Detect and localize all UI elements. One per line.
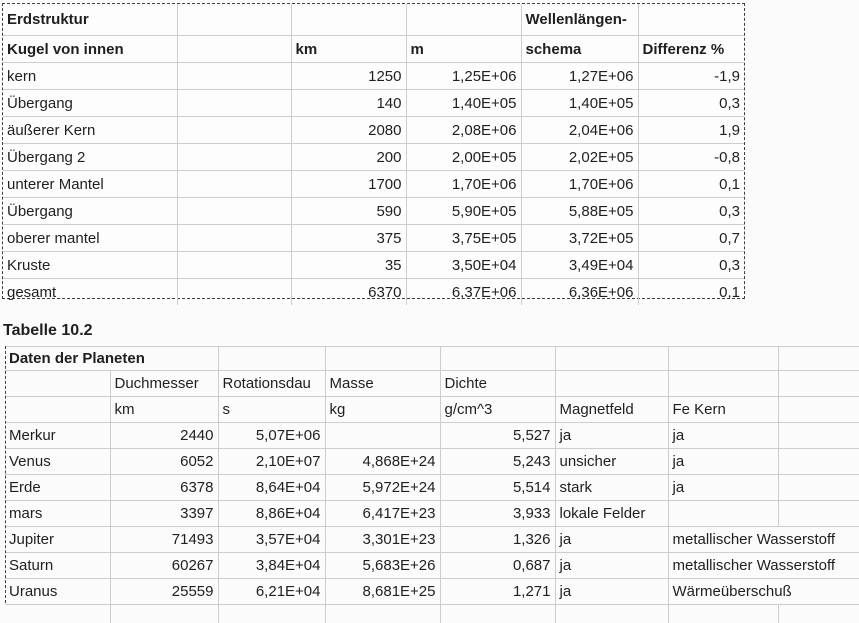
cell[interactable]: [668, 605, 778, 623]
planeten-left-dashed-border: [5, 346, 6, 603]
cell[interactable]: 3,50E+04: [406, 252, 521, 279]
cell[interactable]: ja: [555, 527, 668, 553]
cell[interactable]: 3,75E+05: [406, 225, 521, 252]
cell[interactable]: 5,90E+05: [406, 198, 521, 225]
table-row: [5, 423, 859, 449]
cell[interactable]: [177, 144, 291, 171]
table-row: [5, 579, 859, 605]
tabelle-10-2-caption: Tabelle 10.2: [3, 322, 93, 340]
cell[interactable]: 4,868E+24: [325, 449, 440, 475]
cell[interactable]: [778, 449, 859, 475]
cell[interactable]: 5,683E+26: [325, 553, 440, 579]
cell[interactable]: Venus: [5, 449, 110, 475]
cell[interactable]: 1,70E+06: [406, 171, 521, 198]
table-row: [3, 63, 744, 90]
cell[interactable]: [406, 4, 521, 36]
erdstruktur-print-area: [2, 3, 745, 299]
header-duchmesser[interactable]: Duchmesser: [110, 371, 218, 397]
table-row: [3, 198, 744, 225]
cell[interactable]: [177, 171, 291, 198]
header-dichte[interactable]: Dichte: [440, 371, 555, 397]
cell[interactable]: [325, 423, 440, 449]
cell[interactable]: [440, 347, 555, 371]
cell[interactable]: 6,21E+04: [218, 579, 325, 605]
unit-kg[interactable]: kg: [325, 397, 440, 423]
cell[interactable]: ja: [668, 449, 778, 475]
table-row: [5, 527, 859, 553]
cell[interactable]: 3,72E+05: [521, 225, 638, 252]
table-row: [3, 144, 744, 171]
cell[interactable]: 200: [291, 144, 406, 171]
cell[interactable]: unterer Mantel: [3, 171, 177, 198]
cell[interactable]: 25559: [110, 579, 218, 605]
cell[interactable]: [778, 347, 859, 371]
table-row: [3, 171, 744, 198]
cell[interactable]: 0,3: [638, 198, 744, 225]
table-row: [5, 371, 859, 397]
cell[interactable]: ja: [555, 579, 668, 605]
cell[interactable]: [110, 605, 218, 623]
cell[interactable]: 3,301E+23: [325, 527, 440, 553]
cell[interactable]: 5,514: [440, 475, 555, 501]
cell[interactable]: 0,3: [638, 252, 744, 279]
cell[interactable]: [555, 347, 668, 371]
cell[interactable]: [177, 225, 291, 252]
cell[interactable]: [555, 605, 668, 623]
cell[interactable]: -0,8: [638, 144, 744, 171]
cell[interactable]: 0,7: [638, 225, 744, 252]
header-kugel-von-innen[interactable]: Kugel von innen: [3, 36, 177, 63]
cell[interactable]: [778, 423, 859, 449]
cell[interactable]: [177, 198, 291, 225]
header-km[interactable]: km: [291, 36, 406, 63]
planeten-table: [5, 346, 859, 623]
cell[interactable]: [218, 347, 325, 371]
cell[interactable]: 1,271: [440, 579, 555, 605]
table-row: [5, 449, 859, 475]
erdstruktur-title-cell[interactable]: Erdstruktur: [3, 4, 177, 36]
cell[interactable]: 2,08E+06: [406, 117, 521, 144]
table-row: [3, 36, 744, 63]
table-row: [5, 397, 859, 423]
cell[interactable]: gesamt: [3, 279, 177, 306]
cell[interactable]: [291, 4, 406, 36]
table-row: [3, 4, 744, 36]
cell[interactable]: 2,02E+05: [521, 144, 638, 171]
cell[interactable]: 6,36E+06: [521, 279, 638, 306]
cell[interactable]: [638, 4, 744, 36]
cell[interactable]: [177, 4, 291, 36]
header-differenz[interactable]: Differenz %: [638, 36, 744, 63]
cell[interactable]: 590: [291, 198, 406, 225]
cell[interactable]: 6378: [110, 475, 218, 501]
cell[interactable]: metallischer Wasserstoff: [668, 553, 859, 579]
header-rotationsdauer[interactable]: Rotationsdau: [218, 371, 325, 397]
cell[interactable]: [177, 63, 291, 90]
cell[interactable]: 3,933: [440, 501, 555, 527]
cell[interactable]: 3397: [110, 501, 218, 527]
erdstruktur-table: [3, 4, 744, 305]
table-row: [3, 279, 744, 306]
table-row: [3, 90, 744, 117]
cell[interactable]: [5, 397, 110, 423]
table-row: [5, 605, 859, 623]
cell[interactable]: [177, 279, 291, 306]
cell[interactable]: unsicher: [555, 449, 668, 475]
cell[interactable]: 1,27E+06: [521, 63, 638, 90]
cell[interactable]: 5,527: [440, 423, 555, 449]
cell[interactable]: metallischer Wasserstoff: [668, 527, 859, 553]
cell[interactable]: 5,243: [440, 449, 555, 475]
cell[interactable]: [778, 605, 859, 623]
header-schema[interactable]: schema: [521, 36, 638, 63]
cell[interactable]: ja: [555, 553, 668, 579]
cell[interactable]: kern: [3, 63, 177, 90]
cell[interactable]: [778, 475, 859, 501]
cell[interactable]: 2,00E+05: [406, 144, 521, 171]
cell[interactable]: 60267: [110, 553, 218, 579]
cell[interactable]: 5,88E+05: [521, 198, 638, 225]
cell[interactable]: 2440: [110, 423, 218, 449]
cell[interactable]: Merkur: [5, 423, 110, 449]
cell[interactable]: 71493: [110, 527, 218, 553]
cell[interactable]: 375: [291, 225, 406, 252]
cell[interactable]: 8,64E+04: [218, 475, 325, 501]
cell[interactable]: 140: [291, 90, 406, 117]
cell[interactable]: 5,07E+06: [218, 423, 325, 449]
cell[interactable]: 2,04E+06: [521, 117, 638, 144]
cell[interactable]: Kruste: [3, 252, 177, 279]
cell[interactable]: [325, 605, 440, 623]
cell[interactable]: [177, 117, 291, 144]
cell[interactable]: [668, 501, 778, 527]
cell[interactable]: 8,86E+04: [218, 501, 325, 527]
cell[interactable]: [177, 36, 291, 63]
cell[interactable]: 8,681E+25: [325, 579, 440, 605]
cell[interactable]: 1,40E+05: [521, 90, 638, 117]
wellenlaengen-header-cell[interactable]: Wellenlängen-: [521, 4, 638, 36]
cell[interactable]: 1700: [291, 171, 406, 198]
cell[interactable]: Jupiter: [5, 527, 110, 553]
cell[interactable]: äußerer Kern: [3, 117, 177, 144]
cell[interactable]: 6,37E+06: [406, 279, 521, 306]
cell[interactable]: 1,9: [638, 117, 744, 144]
cell[interactable]: [440, 605, 555, 623]
table-row: [3, 225, 744, 252]
cell[interactable]: 2,10E+07: [218, 449, 325, 475]
unit-km[interactable]: km: [110, 397, 218, 423]
cell[interactable]: 0,1: [638, 171, 744, 198]
cell[interactable]: 1250: [291, 63, 406, 90]
cell[interactable]: 0,1: [638, 279, 744, 306]
cell[interactable]: 2080: [291, 117, 406, 144]
cell[interactable]: 3,84E+04: [218, 553, 325, 579]
header-masse[interactable]: Masse: [325, 371, 440, 397]
cell[interactable]: Übergang 2: [3, 144, 177, 171]
cell[interactable]: -1,9: [638, 63, 744, 90]
table-row: [5, 501, 859, 527]
cell[interactable]: [778, 371, 859, 397]
cell[interactable]: 6370: [291, 279, 406, 306]
cell[interactable]: [5, 371, 110, 397]
cell[interactable]: 1,40E+05: [406, 90, 521, 117]
cell[interactable]: [325, 347, 440, 371]
table-row: [5, 553, 859, 579]
cell[interactable]: 3,57E+04: [218, 527, 325, 553]
cell[interactable]: ja: [555, 423, 668, 449]
table-row: [3, 117, 744, 144]
table-row: [5, 347, 859, 371]
cell[interactable]: 0,3: [638, 90, 744, 117]
cell[interactable]: lokale Felder: [555, 501, 668, 527]
cell[interactable]: stark: [555, 475, 668, 501]
cell[interactable]: 6,417E+23: [325, 501, 440, 527]
cell[interactable]: oberer mantel: [3, 225, 177, 252]
cell[interactable]: 5,972E+24: [325, 475, 440, 501]
cell[interactable]: [668, 347, 778, 371]
table-row: [3, 252, 744, 279]
cell[interactable]: [668, 371, 778, 397]
header-m[interactable]: m: [406, 36, 521, 63]
planeten-title-cell[interactable]: Daten der Planeten: [5, 347, 218, 371]
table-row: [5, 475, 859, 501]
cell[interactable]: 1,70E+06: [521, 171, 638, 198]
unit-s[interactable]: s: [218, 397, 325, 423]
unit-gcm3[interactable]: g/cm^3: [440, 397, 555, 423]
cell[interactable]: [218, 605, 325, 623]
cell[interactable]: ja: [668, 423, 778, 449]
cell[interactable]: ja: [668, 475, 778, 501]
cell[interactable]: [778, 397, 859, 423]
cell[interactable]: Saturn: [5, 553, 110, 579]
header-fe-kern[interactable]: Fe Kern: [668, 397, 778, 423]
cell[interactable]: [177, 252, 291, 279]
cell[interactable]: 6052: [110, 449, 218, 475]
cell[interactable]: [5, 605, 110, 623]
cell[interactable]: 0,687: [440, 553, 555, 579]
cell[interactable]: 1,25E+06: [406, 63, 521, 90]
header-magnetfeld[interactable]: Magnetfeld: [555, 397, 668, 423]
cell[interactable]: Übergang: [3, 90, 177, 117]
cell[interactable]: Erde: [5, 475, 110, 501]
cell[interactable]: Uranus: [5, 579, 110, 605]
cell[interactable]: [778, 501, 859, 527]
cell[interactable]: 1,326: [440, 527, 555, 553]
planeten-table-area: [5, 346, 859, 623]
cell[interactable]: 35: [291, 252, 406, 279]
cell[interactable]: mars: [5, 501, 110, 527]
cell[interactable]: Wärmeüberschuß: [668, 579, 859, 605]
cell[interactable]: 3,49E+04: [521, 252, 638, 279]
cell[interactable]: [555, 371, 668, 397]
cell[interactable]: Übergang: [3, 198, 177, 225]
cell[interactable]: [177, 90, 291, 117]
